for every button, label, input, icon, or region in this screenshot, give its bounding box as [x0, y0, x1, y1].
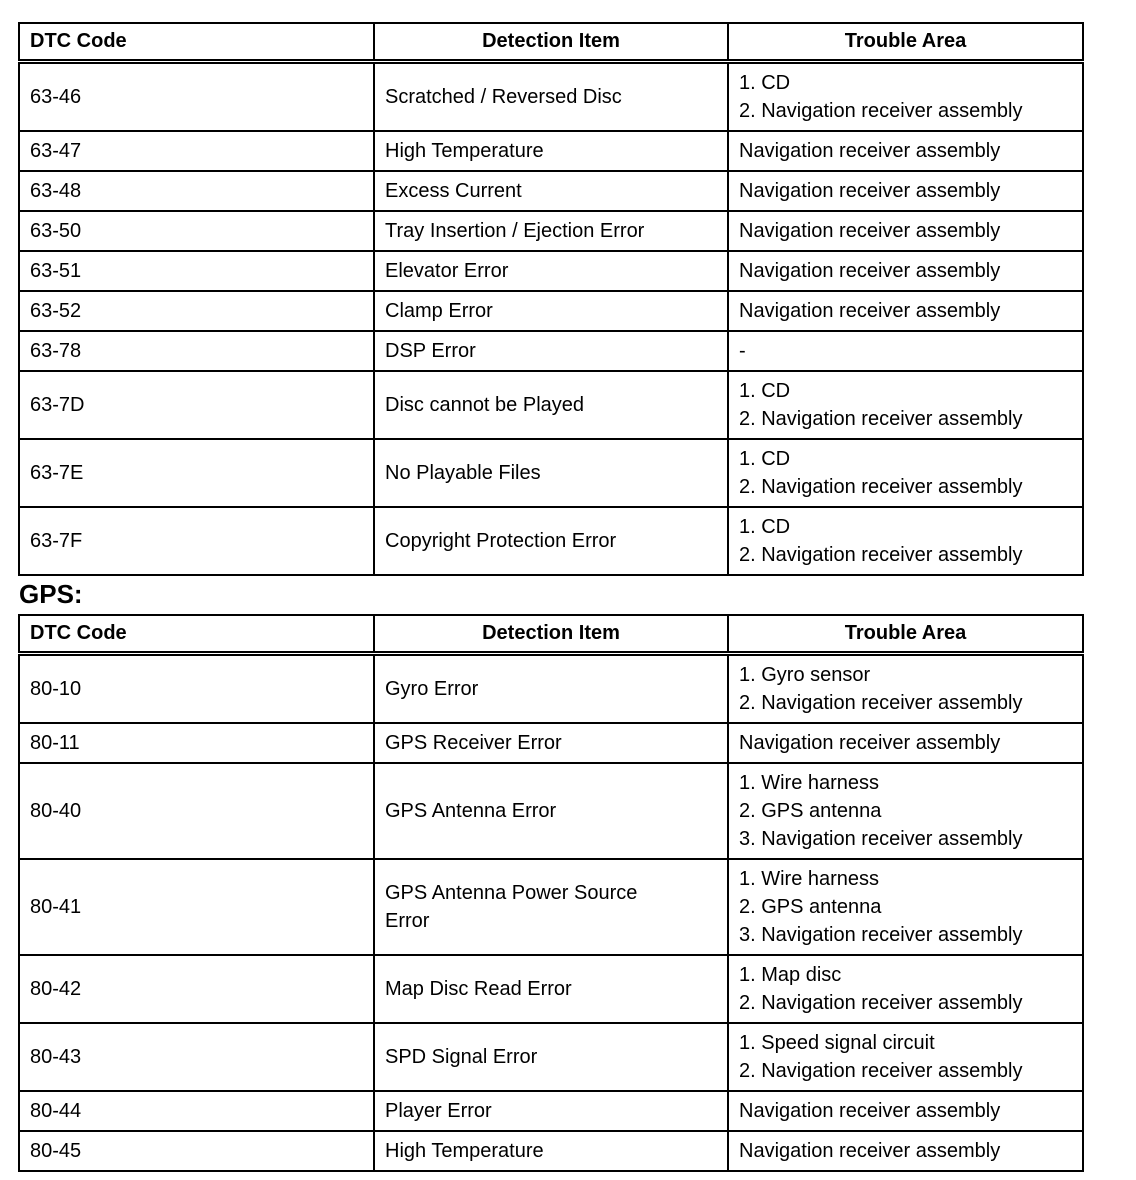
detection-item-cell [374, 211, 728, 251]
detection-item-cell [374, 763, 728, 859]
trouble-area-cell [728, 331, 1083, 371]
detection-item-cell [374, 507, 728, 575]
trouble-area-text: 1. Speed signal circuit [739, 1032, 935, 1054]
table-row [19, 507, 1083, 575]
detection-item-text: High Temperature [385, 1140, 544, 1162]
detection-item-cell [374, 371, 728, 439]
detection-item-text: Clamp Error [385, 300, 493, 322]
dtc-code-cell: 80-11 [19, 723, 374, 763]
dtc-code-cell: 80-44 [19, 1091, 374, 1131]
detection-item-text: Map Disc Read Error [385, 978, 572, 1000]
trouble-area-text: 2. Navigation receiver assembly [739, 544, 1023, 566]
table-row [19, 251, 1083, 291]
dtc-code-cell: 63-48 [19, 171, 374, 211]
trouble-area-text: 2. Navigation receiver assembly [739, 1060, 1023, 1082]
detection-item-text: Error [385, 910, 430, 932]
trouble-area-cell [728, 171, 1083, 211]
table-row [19, 371, 1083, 439]
table-row [19, 1091, 1083, 1131]
trouble-area-cell [728, 1023, 1083, 1091]
dtc-code-cell: 80-41 [19, 859, 374, 955]
detection-item-text: Gyro Error [385, 678, 479, 700]
detection-item-cell [374, 723, 728, 763]
trouble-area-text: Navigation receiver assembly [739, 140, 1001, 162]
trouble-area-text: 1. Map disc [739, 964, 842, 986]
trouble-area-text: Navigation receiver assembly [739, 300, 1001, 322]
detection-item-text: Disc cannot be Played [385, 394, 585, 416]
trouble-area-cell [728, 131, 1083, 171]
table-row [19, 439, 1083, 507]
detection-item-cell [374, 439, 728, 507]
detection-item-cell [374, 131, 728, 171]
dtc-code-cell: 63-50 [19, 211, 374, 251]
trouble-area-text: 2. Navigation receiver assembly [739, 692, 1023, 714]
trouble-area-text: 1. CD [739, 380, 791, 402]
detection-item-text: DSP Error [385, 340, 476, 362]
dtc-code-cell: 80-45 [19, 1131, 374, 1171]
trouble-area-cell [728, 859, 1083, 955]
detection-item-cell [374, 251, 728, 291]
dtc-code-cell: 80-10 [19, 654, 374, 724]
trouble-area-text: 1. Wire harness [739, 868, 880, 890]
detection-item-cell [374, 1131, 728, 1171]
header-dtc-code: DTC Code [19, 615, 374, 654]
dtc-code-cell: 63-47 [19, 131, 374, 171]
detection-item-cell [374, 654, 728, 724]
detection-item-text: Copyright Protection Error [385, 530, 617, 552]
trouble-area-text: 1. Gyro sensor [739, 664, 871, 686]
detection-item-text: SPD Signal Error [385, 1046, 538, 1068]
trouble-area-text: 2. Navigation receiver assembly [739, 408, 1023, 430]
table-row [19, 171, 1083, 211]
header-detection-item: Detection Item [374, 615, 728, 654]
trouble-area-cell [728, 507, 1083, 575]
detection-item-cell [374, 62, 728, 132]
detection-item-cell [374, 331, 728, 371]
trouble-area-text: Navigation receiver assembly [739, 260, 1001, 282]
gps-dtc-table [18, 614, 1084, 1172]
detection-item-text: GPS Antenna Power Source [385, 882, 638, 904]
trouble-area-cell [728, 763, 1083, 859]
dtc-code-cell: 63-7E [19, 439, 374, 507]
header-row [19, 615, 1083, 654]
table-row [19, 654, 1083, 724]
trouble-area-cell [728, 251, 1083, 291]
trouble-area-cell [728, 723, 1083, 763]
trouble-area-text: 2. Navigation receiver assembly [739, 476, 1023, 498]
cd-dtc-table [18, 22, 1084, 576]
table-row [19, 1131, 1083, 1171]
detection-item-cell [374, 1091, 728, 1131]
detection-item-cell [374, 1023, 728, 1091]
trouble-area-cell [728, 955, 1083, 1023]
table-row [19, 62, 1083, 132]
trouble-area-cell [728, 62, 1083, 132]
dtc-code-cell: 63-7F [19, 507, 374, 575]
trouble-area-text: Navigation receiver assembly [739, 220, 1001, 242]
detection-item-cell [374, 171, 728, 211]
trouble-area-cell [728, 371, 1083, 439]
trouble-area-cell [728, 1131, 1083, 1171]
dtc-code-cell: 63-78 [19, 331, 374, 371]
trouble-area-cell [728, 1091, 1083, 1131]
detection-item-text: No Playable Files [385, 462, 541, 484]
dtc-code-cell: 80-40 [19, 763, 374, 859]
detection-item-cell [374, 859, 728, 955]
trouble-area-cell [728, 654, 1083, 724]
table-row [19, 331, 1083, 371]
trouble-area-cell [728, 211, 1083, 251]
trouble-area-text: 3. Navigation receiver assembly [739, 924, 1023, 946]
trouble-area-text: 2. GPS antenna [739, 800, 882, 822]
table-row [19, 723, 1083, 763]
table-row [19, 291, 1083, 331]
header-trouble-area: Trouble Area [728, 615, 1083, 654]
trouble-area-text: Navigation receiver assembly [739, 732, 1001, 754]
dtc-code-cell: 63-7D [19, 371, 374, 439]
trouble-area-text: Navigation receiver assembly [739, 180, 1001, 202]
detection-item-text: Elevator Error [385, 260, 509, 282]
detection-item-text: Excess Current [385, 180, 522, 202]
header-row [19, 23, 1083, 62]
dtc-code-cell: 63-51 [19, 251, 374, 291]
table-row [19, 211, 1083, 251]
trouble-area-text: Navigation receiver assembly [739, 1140, 1001, 1162]
header-detection-item: Detection Item [374, 23, 728, 62]
detection-item-text: GPS Antenna Error [385, 800, 557, 822]
dtc-code-cell: 63-46 [19, 62, 374, 132]
trouble-area-cell [728, 291, 1083, 331]
gps-section-heading: GPS: [19, 579, 83, 609]
table-row [19, 1023, 1083, 1091]
detection-item-cell [374, 291, 728, 331]
trouble-area-text: 2. Navigation receiver assembly [739, 100, 1023, 122]
table-row [19, 955, 1083, 1023]
detection-item-text: Tray Insertion / Ejection Error [385, 220, 645, 242]
detection-item-text: Scratched / Reversed Disc [385, 86, 622, 108]
trouble-area-text: 2. GPS antenna [739, 896, 882, 918]
header-dtc-code: DTC Code [19, 23, 374, 62]
trouble-area-text: - [739, 340, 746, 362]
table-row [19, 859, 1083, 955]
trouble-area-text: 1. CD [739, 72, 791, 94]
trouble-area-text: 2. Navigation receiver assembly [739, 992, 1023, 1014]
dtc-code-cell: 80-43 [19, 1023, 374, 1091]
trouble-area-text: Navigation receiver assembly [739, 1100, 1001, 1122]
detection-item-text: GPS Receiver Error [385, 732, 562, 754]
table-row [19, 763, 1083, 859]
trouble-area-text: 1. CD [739, 516, 791, 538]
detection-item-text: Player Error [385, 1100, 492, 1122]
trouble-area-text: 3. Navigation receiver assembly [739, 828, 1023, 850]
trouble-area-cell [728, 439, 1083, 507]
dtc-code-cell: 63-52 [19, 291, 374, 331]
detection-item-cell [374, 955, 728, 1023]
table-row [19, 131, 1083, 171]
dtc-code-cell: 80-42 [19, 955, 374, 1023]
detection-item-text: High Temperature [385, 140, 544, 162]
trouble-area-text: 1. Wire harness [739, 772, 880, 794]
header-trouble-area: Trouble Area [728, 23, 1083, 62]
trouble-area-text: 1. CD [739, 448, 791, 470]
